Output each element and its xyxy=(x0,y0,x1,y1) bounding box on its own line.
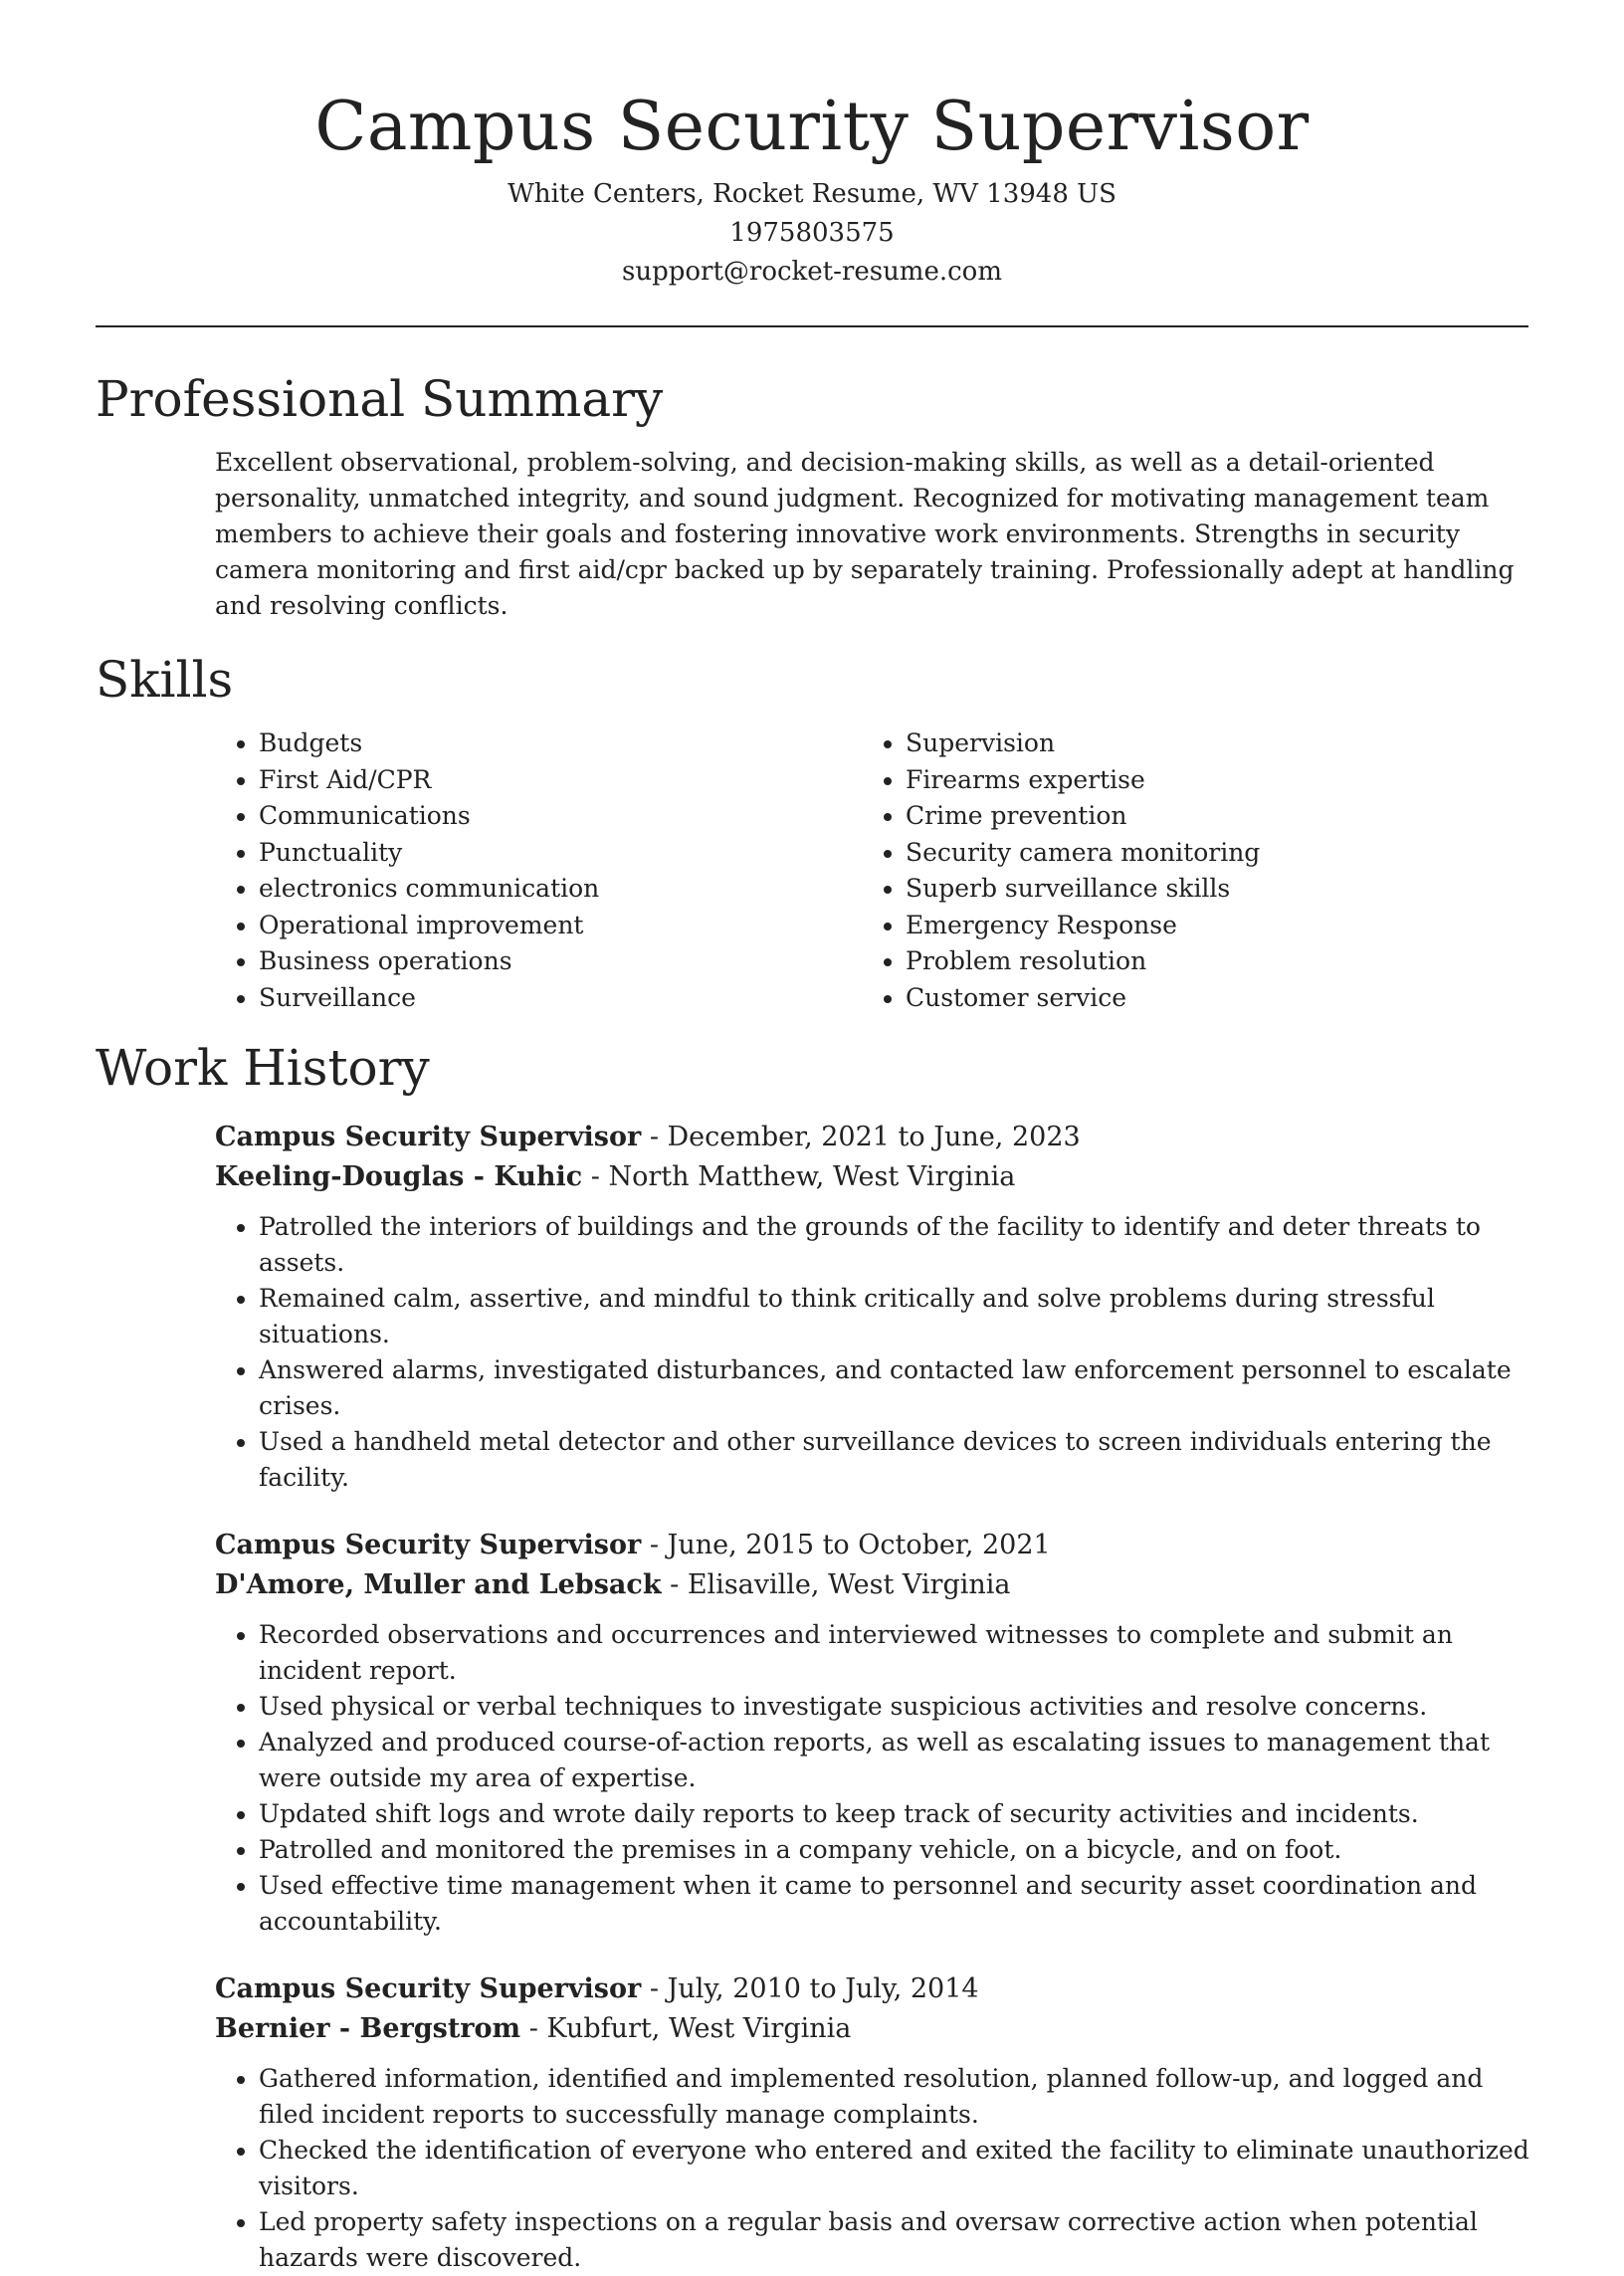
skills-heading: Skills xyxy=(96,651,234,709)
resume-header xyxy=(96,80,1528,292)
duty-item: • Gathered information, identified and implemented resolution, planned follow-up, and logged and filed incident reports to successfully manage complaints. xyxy=(259,2061,1542,2133)
job-entry xyxy=(215,1526,1528,1940)
duty-item: • Patrolled and monitored the premises in a company vehicle, on a bicycle, and on foot. xyxy=(259,1832,1542,1868)
job-company-line xyxy=(215,2009,1528,2049)
job-role: Campus Security Supervisor xyxy=(215,1973,642,2004)
job-location: - Elisaville, West Virginia xyxy=(661,1569,1011,1600)
job-entry xyxy=(215,1118,1528,1496)
job-location: - Kubfurt, West Virginia xyxy=(520,2013,852,2044)
header-divider xyxy=(96,325,1528,327)
skill-item: • Operational improvement xyxy=(259,908,862,944)
email: support@rocket-resume.com xyxy=(621,257,1002,287)
duty-item: • Analyzed and produced course-of-action reports, as well as escalating issues to management that were outside my area of expertise. xyxy=(259,1725,1542,1796)
duty-item: • Checked the identification of everyone who entered and exited the facility to eliminate unauthorized visitors. xyxy=(259,2133,1542,2204)
skill-item: • First Aid/CPR xyxy=(259,762,862,799)
skill-item: • Business operations xyxy=(259,943,862,980)
job-company: Bernier - Bergstrom xyxy=(215,2013,521,2044)
skill-item: • Firearms expertise xyxy=(906,762,1509,799)
duty-item: • Remained calm, assertive, and mindful to think critically and solve problems during stressful situations. xyxy=(259,1281,1542,1352)
skill-item: • Communications xyxy=(259,798,862,835)
job-dates: - December, 2021 to June, 2023 xyxy=(641,1122,1081,1152)
skills-list xyxy=(215,725,1528,1016)
skill-item: • Surveillance xyxy=(259,980,862,1017)
skill-item: • Superb surveillance skills xyxy=(906,871,1509,908)
job-title-line xyxy=(215,1526,1528,1565)
duty-item: • Used physical or verbal techniques to investigate suspicious activities and resolve concerns. xyxy=(259,1689,1542,1725)
resume-page xyxy=(96,80,1528,2276)
summary-heading: Professional Summary xyxy=(96,370,664,428)
address: White Centers, Rocket Resume, WV 13948 US xyxy=(508,179,1116,209)
skill-item: • Punctuality xyxy=(259,835,862,872)
job-location: - North Matthew, West Virginia xyxy=(582,1161,1016,1192)
skills-column-left xyxy=(215,725,862,1016)
duty-item: • Led property safety inspections on a regular basis and oversaw corrective action when potential hazards were discovered. xyxy=(259,2204,1542,2276)
candidate-name: Campus Security Supervisor xyxy=(314,88,1310,166)
skill-item: • Budgets xyxy=(259,725,862,762)
job-dates: - June, 2015 to October, 2021 xyxy=(641,1530,1051,1560)
job-duties xyxy=(215,1209,1542,1496)
job-role: Campus Security Supervisor xyxy=(215,1530,642,1560)
job-company: Keeling-Douglas - Kuhic xyxy=(215,1161,583,1192)
summary-text: Excellent observational, problem-solving, and decision-making skills, as well as a detail-oriented personality, unmatched integrity, and sound judgment. Recognized for motivating management team members to achieve their goals and fostering innovative work environments. Strengths in security camera monitoring and first aid/cpr backed up by separately training. Professionally adept at handling and resolving conflicts. xyxy=(215,448,1515,620)
job-title-line xyxy=(215,1969,1528,2009)
job-company: D'Amore, Muller and Lebsack xyxy=(215,1569,662,1600)
duty-item: • Answered alarms, investigated disturbances, and contacted law enforcement personnel to escalate crises. xyxy=(259,1352,1542,1424)
duty-item: • Recorded observations and occurrences and interviewed witnesses to complete and submit an incident report. xyxy=(259,1617,1542,1689)
phone: 1975803575 xyxy=(729,218,895,248)
duty-item: • Updated shift logs and wrote daily reports to keep track of security activities and incidents. xyxy=(259,1796,1542,1832)
job-company-line xyxy=(215,1565,1528,1605)
job-duties xyxy=(215,2061,1542,2276)
work-history-heading: Work History xyxy=(96,1039,430,1097)
duty-item: • Used effective time management when it came to personnel and security asset coordination and accountability. xyxy=(259,1868,1542,1940)
skill-item: • Crime prevention xyxy=(906,798,1509,835)
skill-item: • Security camera monitoring xyxy=(906,835,1509,872)
job-entry xyxy=(215,1969,1528,2276)
skill-item: • electronics communication xyxy=(259,871,862,908)
job-title-line xyxy=(215,1118,1528,1157)
skill-item: • Emergency Response xyxy=(906,908,1509,944)
job-company-line xyxy=(215,1157,1528,1197)
skill-item: • Supervision xyxy=(906,725,1509,762)
job-duties xyxy=(215,1617,1542,1940)
duty-item: • Patrolled the interiors of buildings and the grounds of the facility to identify and deter threats to assets. xyxy=(259,1209,1542,1281)
duty-item: • Used a handheld metal detector and other surveillance devices to screen individuals entering the facility. xyxy=(259,1424,1542,1496)
skills-column-right xyxy=(862,725,1509,1016)
job-role: Campus Security Supervisor xyxy=(215,1122,642,1152)
skill-item: • Customer service xyxy=(906,980,1509,1017)
skill-item: • Problem resolution xyxy=(906,943,1509,980)
job-dates: - July, 2010 to July, 2014 xyxy=(641,1973,979,2004)
